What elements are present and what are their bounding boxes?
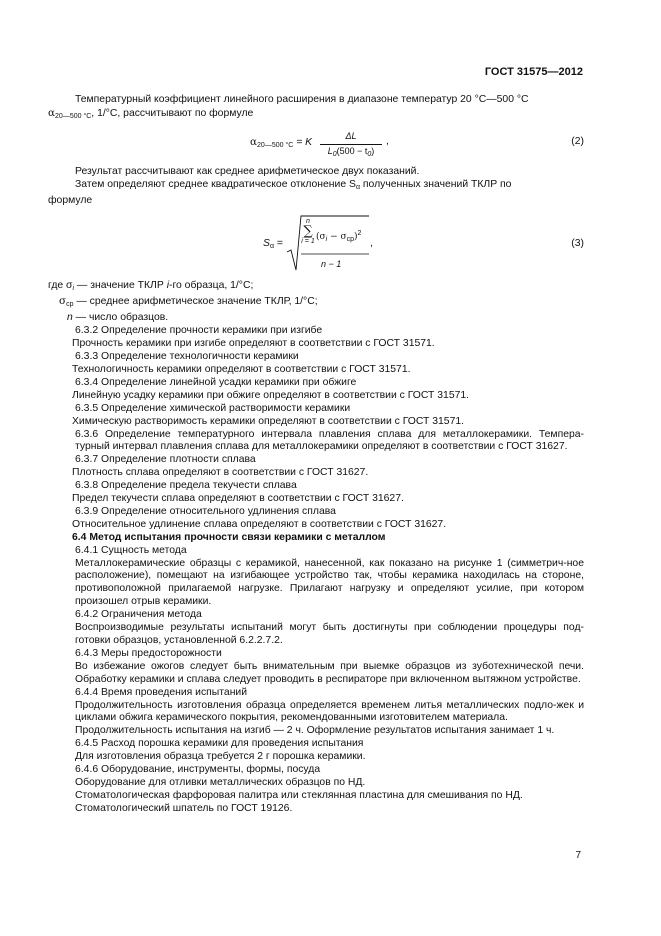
where-line2 bbox=[59, 295, 584, 312]
p-646-item3: Стоматологический шпатель по ГОСТ 19126. bbox=[75, 802, 293, 814]
f2-number: (2) bbox=[571, 135, 584, 147]
p-645-text: Для изготовления образца требуется 2 г порошка керамики. bbox=[75, 751, 366, 763]
page-number: 7 bbox=[575, 850, 581, 861]
alpha-sub: 20—500 °С bbox=[55, 112, 92, 120]
f2-den-rest: (500 − t bbox=[336, 145, 368, 156]
result-line3: формуле bbox=[48, 194, 93, 206]
f3-sum-bottom: i = 1 bbox=[301, 237, 315, 245]
f3-sum bbox=[301, 218, 315, 246]
p-642-title: 6.4.2 Ограничения метода bbox=[75, 609, 202, 621]
where3-post: — число образцов. bbox=[72, 312, 169, 324]
where2-pre: σ bbox=[59, 295, 67, 308]
intro-line2-rest: , 1/°С, рассчитывают по формуле bbox=[91, 107, 254, 119]
f2-den-close: ) bbox=[371, 145, 375, 156]
s-sub: α bbox=[355, 183, 360, 191]
f3-term-close: ) bbox=[354, 231, 358, 242]
f2-lhs-sub: 20—500 °С bbox=[257, 141, 294, 149]
f3-sum-top: n bbox=[306, 217, 310, 225]
f2-den-sub: 0 bbox=[332, 150, 337, 158]
f2-fraction bbox=[320, 130, 382, 162]
f2-trail: , bbox=[386, 135, 389, 147]
f3-number: (3) bbox=[571, 237, 584, 249]
f3-trail: , bbox=[370, 237, 373, 249]
intro-line2 bbox=[48, 107, 584, 124]
where-line1 bbox=[48, 280, 584, 296]
p-637-title: 6.3.7 Определение плотности сплава bbox=[75, 454, 256, 466]
f3-term-cp: ср bbox=[346, 235, 355, 243]
f2-den-t-sub: 0 bbox=[367, 150, 372, 158]
f3-term-a: (σ bbox=[316, 231, 326, 242]
f3-lhs: S bbox=[263, 237, 270, 249]
f3-eq: = bbox=[276, 237, 283, 249]
where1-mid: — значение ТКЛР bbox=[74, 279, 167, 291]
p-644-title: 6.4.4 Время проведения испытаний bbox=[75, 686, 248, 698]
f2-numerator: ΔL bbox=[320, 130, 382, 145]
f3-term-i: i bbox=[325, 235, 328, 243]
f3-lhs-sub: α bbox=[269, 242, 274, 250]
p-641-text: Металлокерамические образцы с керамикой, нанесенной, как показано на рисунке 1 (симметрич-ное расположение), помещают на изгибающее устройство так, чтобы керамика находилась на стороне, противоположной прилагаемой нагрузке. Прилагают нагрузку и определяют усилие, при котором произошел отрыв керамики. bbox=[75, 557, 584, 608]
p-632-title: 6.3.2 Определение прочности керамики при изгибе bbox=[75, 325, 323, 337]
p-636 bbox=[75, 429, 584, 455]
where2-sub: ср bbox=[66, 301, 74, 309]
where1-sub: i bbox=[72, 284, 75, 292]
p-646-item1: Оборудование для отливки металлических образцов по НД. bbox=[75, 776, 366, 788]
p-635-title: 6.3.5 Определение химической растворимости керамики bbox=[75, 402, 351, 414]
f3-term bbox=[316, 228, 361, 247]
where1-it: i bbox=[166, 279, 169, 291]
formula-2 bbox=[75, 130, 584, 166]
f2-eq: = K bbox=[296, 136, 313, 148]
p-632-text: Прочность керамики при изгибе определяют в соответствии с ГОСТ 31571. bbox=[72, 338, 435, 350]
where1-post: -го образца, 1/°С; bbox=[169, 279, 254, 291]
p-637-text: Плотность сплава определяют в соответствии с ГОСТ 31627. bbox=[72, 467, 369, 479]
formula-3 bbox=[75, 210, 584, 280]
standard-header: ГОСТ 31575—2012 bbox=[484, 66, 583, 78]
p-643-title: 6.4.3 Меры предосторожности bbox=[75, 647, 222, 659]
p-638-title: 6.3.8 Определение предела текучести сплава bbox=[75, 480, 297, 492]
alpha-symbol: α bbox=[48, 106, 56, 119]
where2-post: — среднее арифметическое значение ТКЛР, 1/°С; bbox=[73, 296, 318, 308]
where-line3 bbox=[67, 312, 584, 325]
f3-term-sq: 2 bbox=[357, 229, 362, 237]
f2-den-L: L bbox=[327, 145, 333, 156]
p-644-text: Продолжительность изготовления образца определяется временем литья металлических подло-жек и циклами обжига керамического покрытия, рекомендованными изготовителем материала. bbox=[75, 699, 584, 724]
f2-lhs: α bbox=[250, 135, 258, 148]
where1-pre: где σ bbox=[48, 279, 73, 291]
p-641-title: 6.4.1 Сущность метода bbox=[75, 544, 187, 556]
section-64-title: 6.4 Метод испытания прочности связи керамики с металлом bbox=[72, 531, 386, 543]
p-638-text: Предел текучести сплава определяют в соответствии с ГОСТ 31627. bbox=[72, 493, 404, 505]
p-644-duration: Продолжительность испытания на изгиб — 2 ч. Оформление результатов испытания занимает 1 ч. bbox=[75, 725, 555, 737]
p-642-text: Воспроизводимые результаты испытаний могут быть достигнуты при соблюдении процедуры под-готовки образцов, установленной 6.2.2.7.2. bbox=[75, 622, 584, 646]
p-639-title: 6.3.9 Определение относительного удлинения сплава bbox=[75, 505, 336, 517]
f3-den: n − 1 bbox=[321, 258, 342, 269]
result-line2-b: полученных значений ТКЛР по bbox=[360, 178, 512, 190]
result-line1: Результат рассчитывают как среднее арифметическое двух показаний. bbox=[75, 165, 420, 177]
p-646-item2: Стоматологическая фарфоровая палитра или стеклянная пластина для смешивания по НД. bbox=[75, 789, 523, 801]
f3-sum-sym: ∑ bbox=[303, 223, 313, 239]
p-634-text: Линейную усадку керамики при обжиге определяют в соответствии с ГОСТ 31571. bbox=[72, 389, 470, 401]
p-635-text: Химическую растворимость керамики определяют в соответствии с ГОСТ 31571. bbox=[72, 415, 465, 427]
result-line2-a: Затем определяют среднее квадратическое отклонение S bbox=[75, 178, 356, 190]
result-line2 bbox=[75, 179, 584, 195]
p-634-title: 6.3.4 Определение линейной усадки керамики при обжиге bbox=[75, 376, 357, 388]
p-633-text: Технологичность керамики определяют в соответствии с ГОСТ 31571. bbox=[72, 363, 411, 375]
p-646-title: 6.4.6 Оборудование, инструменты, формы, посуда bbox=[75, 764, 321, 776]
p-643-text: Во избежание ожогов следует быть внимательным при выемке образцов из зуботехнической печи. Обработку керамики и сплава следует проводить в респираторе при включенном вытяжном устройстве. bbox=[75, 660, 584, 685]
intro-paragraph bbox=[75, 94, 584, 107]
p-633-title: 6.3.3 Определение технологичности керамики bbox=[75, 351, 299, 363]
p-636-text: 6.3.6 Определение температурного интервала плавления сплава для металлокерамики. Темпера-турный интервал плавления сплава для металлокерамики определяют в соответствии с ГОСТ 31627. bbox=[75, 428, 584, 453]
where3-it: n bbox=[67, 312, 73, 324]
f3-term-minus: − σ bbox=[327, 231, 347, 242]
p-639-text: Относительное удлинение сплава определяют в соответствии с ГОСТ 31627. bbox=[72, 518, 447, 530]
intro-line1: Температурный коэффициент линейного расширения в диапазоне температур 20 °С—500 °С bbox=[75, 94, 529, 105]
p-645-title: 6.4.5 Расход порошка керамики для проведения испытания bbox=[75, 738, 364, 750]
